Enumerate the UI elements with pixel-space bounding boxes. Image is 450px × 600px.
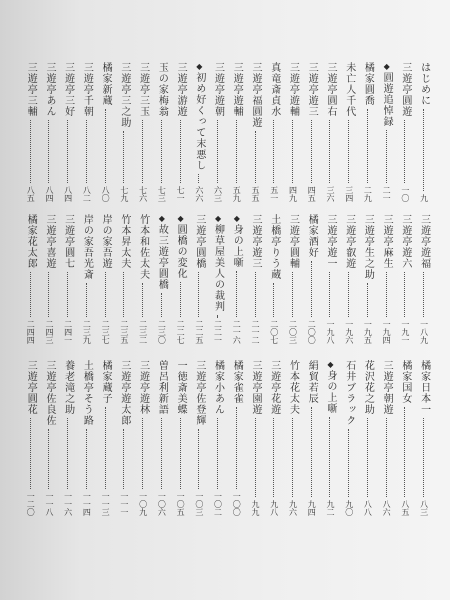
toc-entry-page-number: 二四四 <box>26 320 36 344</box>
toc-leader-dots <box>386 272 387 317</box>
toc-entry-page-number: 一〇九 <box>138 492 148 516</box>
toc-entry-title: ◆ 圓橋の変化 <box>174 214 186 279</box>
toc-entry-page-number: 一一六 <box>63 492 73 516</box>
toc-entry-page-number: 八〇 <box>101 186 111 202</box>
toc-entry-title: 絹貿若辰 <box>306 360 318 404</box>
toc-entry-title: 岸の家吾遊 <box>100 214 112 269</box>
toc-leader-dots <box>30 272 31 317</box>
toc-entry <box>192 58 205 204</box>
toc-entry-title: ◆ 柳草屋美人の裁判 <box>212 214 224 312</box>
toc-leader-dots <box>236 271 237 317</box>
toc-entry-page-number: 一〇二 <box>213 492 223 516</box>
toc-leader-dots <box>48 272 49 317</box>
toc-entry <box>211 356 224 518</box>
toc-entry <box>24 356 37 518</box>
toc-entry <box>43 58 56 204</box>
toc-entry <box>249 356 262 518</box>
toc-entry-page-number: 二三七 <box>101 320 111 344</box>
toc-leader-dots <box>386 418 387 497</box>
toc-leader-dots <box>86 120 87 183</box>
toc-entry <box>342 356 355 518</box>
toc-entry <box>61 210 74 346</box>
toc-entry <box>305 210 318 346</box>
toc-leader-dots <box>142 283 143 317</box>
toc-entry-page-number: 二四一 <box>63 320 73 344</box>
toc-leader-dots <box>105 407 106 489</box>
toc-leader-dots <box>292 272 293 317</box>
toc-entry-title: 三遊亭遊輔 <box>287 62 299 117</box>
toc-leader-dots <box>86 429 87 489</box>
toc-entry-title: 未亡人千代 <box>343 62 355 117</box>
toc-entry-title: 三遊亭朝遊 <box>381 360 393 415</box>
toc-band-middle <box>24 210 430 346</box>
toc-leader-dots <box>367 418 368 497</box>
toc-entry <box>80 58 93 204</box>
toc-leader-dots <box>404 407 405 497</box>
toc-entry-page-number: 三四 <box>344 186 354 202</box>
toc-entry-page-number: 九二 <box>325 500 335 516</box>
toc-entry-title: 三遊亭花遊 <box>268 360 280 415</box>
toc-entry-page-number: 一九六 <box>344 320 354 344</box>
toc-entry-page-number: 一〇〇 <box>232 492 242 516</box>
toc-entry-title: 三遊亭圓右 <box>324 62 336 117</box>
toc-leader-dots <box>67 120 68 183</box>
toc-entry-title: 曽呂利新語 <box>156 360 168 415</box>
toc-entry <box>249 210 262 346</box>
toc-entry-title: 三遊亭三玉 <box>137 62 149 117</box>
toc-entry-title: ◆ 身の上噺 <box>230 214 242 268</box>
toc-entry <box>99 356 112 518</box>
toc-entry-page-number: 一〇 <box>400 186 410 202</box>
toc-entry-title: 三遊亭遊林 <box>137 360 149 415</box>
toc-entry <box>361 58 374 204</box>
toc-leader-dots <box>161 418 162 489</box>
toc-leader-dots <box>273 418 274 497</box>
toc-entry-page-number: 七六 <box>138 186 148 202</box>
toc-leader-dots <box>311 407 312 497</box>
toc-entry-page-number: 二九 <box>363 186 373 202</box>
toc-entry <box>118 58 131 204</box>
toc-entry-page-number: 六六 <box>194 186 204 202</box>
toc-entry <box>324 210 337 346</box>
toc-leader-dots <box>86 283 87 317</box>
toc-entry-page-number: 一一一 <box>119 492 129 516</box>
toc-entry-title: 橘家圓喬 <box>362 62 374 106</box>
toc-entry-page-number: 一九一 <box>400 320 410 344</box>
toc-entry <box>324 58 337 204</box>
toc-entry-page-number: 一一三 <box>101 492 111 516</box>
toc-entry <box>305 356 318 518</box>
toc-entry <box>136 210 149 346</box>
toc-entry-page-number: 一八九 <box>419 320 429 344</box>
toc-leader-dots <box>367 109 368 183</box>
toc-leader-dots <box>123 131 124 183</box>
toc-entry-title: ◆ 身の上噺 <box>324 360 336 414</box>
toc-entry <box>80 210 93 346</box>
toc-leader-dots <box>386 130 387 183</box>
toc-entry-title: 三遊亭游遊 <box>175 62 187 117</box>
toc-entry-page-number: 九四 <box>307 500 317 516</box>
toc-entry-page-number: 一〇三 <box>194 492 204 516</box>
toc-entry <box>380 58 393 204</box>
toc-entry-title: 三遊亭園遊 <box>250 360 262 415</box>
toc-entry-page-number: 八四 <box>44 186 54 202</box>
toc-entry-page-number: 二二七 <box>176 320 186 344</box>
toc-leader-dots <box>30 120 31 183</box>
toc-entry-title: 三遊亭圓七 <box>62 214 74 269</box>
toc-leader-dots <box>180 418 181 489</box>
toc-entry-page-number: 八五 <box>400 500 410 516</box>
toc-leader-dots <box>123 429 124 489</box>
toc-entry-title: 花沢花之助 <box>362 360 374 415</box>
toc-leader-dots <box>217 315 218 317</box>
toc-entry-title: 三遊亭圓遊 <box>399 62 411 117</box>
toc-entry-page-number: 二四三 <box>44 320 54 344</box>
toc-leader-dots <box>423 109 424 191</box>
toc-entry <box>230 58 243 204</box>
toc-entry-title: ◆ 故三遊亭圓橋 <box>155 214 167 290</box>
toc-entry <box>399 356 412 518</box>
toc-entry <box>136 58 149 204</box>
toc-leader-dots <box>198 429 199 489</box>
toc-entry-page-number: 一一八 <box>44 492 54 516</box>
toc-entry <box>211 58 224 204</box>
toc-entry-page-number: 二二一 <box>213 320 223 344</box>
toc-leader-dots <box>404 120 405 183</box>
toc-entry <box>118 210 131 346</box>
toc-entry-page-number: 二三〇 <box>157 320 167 344</box>
toc-band-upper <box>24 58 430 204</box>
toc-entry-title: 三遊亭遊三 <box>306 62 318 117</box>
toc-leader-dots <box>236 407 237 489</box>
toc-entry-title: 三遊亭圓橋 <box>193 214 205 269</box>
toc-leader-dots <box>142 418 143 489</box>
toc-leader-dots <box>198 272 199 317</box>
toc-entry <box>155 210 168 346</box>
toc-entry-title: 三遊亭生之助 <box>362 214 374 280</box>
toc-leader-dots <box>329 272 330 317</box>
toc-entry <box>24 58 37 204</box>
toc-leader-dots <box>423 418 424 497</box>
toc-entry-page-number: 一二〇 <box>26 492 36 516</box>
toc-entry-page-number: 九 <box>419 194 429 202</box>
toc-leader-dots <box>142 120 143 183</box>
toc-entry-page-number: 一〇五 <box>176 492 186 516</box>
toc-entry-title: 三遊亭あん <box>43 62 55 117</box>
toc-leader-dots <box>311 120 312 183</box>
toc-entry-page-number: 一一四 <box>82 492 92 516</box>
toc-entry <box>99 58 112 204</box>
toc-leader-dots <box>255 131 256 183</box>
toc-entry-title: 橘家蔵子 <box>100 360 112 404</box>
toc-leader-dots <box>311 261 312 317</box>
toc-entry <box>118 356 131 518</box>
toc-entry-title: 養老滝之助 <box>62 360 74 415</box>
toc-leader-dots <box>48 429 49 489</box>
toc-entry-title: 竹本花太夫 <box>287 360 299 415</box>
toc-entry-title: はじめに <box>418 62 430 106</box>
toc-entry <box>61 356 74 518</box>
toc-entry <box>61 58 74 204</box>
toc-entry-title: 三遊亭遊六 <box>399 214 411 269</box>
toc-entry-title: 三遊亭喜遊 <box>43 214 55 269</box>
toc-leader-dots <box>67 272 68 317</box>
toc-entry-page-number: 一九四 <box>382 320 392 344</box>
toc-entry-page-number: 九六 <box>288 500 298 516</box>
toc-entry <box>230 210 243 346</box>
toc-band-lower <box>24 356 430 518</box>
toc-entry <box>380 356 393 518</box>
toc-entry <box>399 58 412 204</box>
toc-leader-dots <box>217 418 218 489</box>
toc-entry-title: 三遊亭三好 <box>62 62 74 117</box>
toc-entry-title: 三遊亭福圓遊 <box>250 62 262 128</box>
toc-entry-title: 竹本和佐太夫 <box>137 214 149 280</box>
toc-entry-page-number: 二〇七 <box>269 320 279 344</box>
toc-leader-dots <box>255 272 256 317</box>
toc-entry-page-number: 五九 <box>232 186 242 202</box>
toc-entry <box>155 58 168 204</box>
toc-entry-title: 三遊亭遊一 <box>324 214 336 269</box>
toc-leader-dots <box>273 283 274 317</box>
toc-entry-page-number: 二二五 <box>194 320 204 344</box>
toc-entry-title: 竹本昇太夫 <box>118 214 130 269</box>
toc-leader-dots <box>255 418 256 497</box>
toc-entry-title: 石井ブラック <box>343 360 355 426</box>
toc-leader-dots <box>423 272 424 317</box>
toc-entry <box>230 356 243 518</box>
toc-entry-title: 三遊亭遊朝 <box>212 62 224 117</box>
toc-leader-dots <box>329 120 330 183</box>
toc-entry-title: 橘家花太郎 <box>25 214 37 269</box>
toc-entry <box>211 210 224 346</box>
toc-leader-dots <box>48 120 49 183</box>
toc-entry-page-number: 一九八 <box>325 320 335 344</box>
toc-entry <box>361 210 374 346</box>
toc-entry <box>155 356 168 518</box>
toc-entry-page-number: 三六 <box>325 186 335 202</box>
toc-entry <box>192 356 205 518</box>
toc-entry-title: 三遊亭圓花 <box>25 360 37 415</box>
toc-entry-title: 玉の家梅翁 <box>156 62 168 117</box>
toc-entry-title: 橘家新蔵 <box>100 62 112 106</box>
toc-entry <box>99 210 112 346</box>
toc-leader-dots <box>30 418 31 489</box>
toc-entry-title: 三遊亭麻生 <box>381 214 393 269</box>
toc-leader-dots <box>348 272 349 317</box>
toc-entry-title: ◆ 圓遊追悼録 <box>380 62 392 127</box>
toc-leader-dots <box>348 429 349 497</box>
toc-entry <box>174 356 187 518</box>
toc-entry <box>136 356 149 518</box>
toc-entry <box>174 210 187 346</box>
toc-leader-dots <box>367 283 368 317</box>
toc-entry-title: 橘家小あん <box>212 360 224 415</box>
toc-entry <box>361 356 374 518</box>
toc-leader-dots <box>348 120 349 183</box>
toc-entry-page-number: 九八 <box>269 500 279 516</box>
toc-entry-page-number: 四五 <box>307 186 317 202</box>
toc-entry-title: 三遊亭遊福 <box>418 214 430 269</box>
toc-entry-title: 三遊亭千朝 <box>81 62 93 117</box>
toc-entry-page-number: 八六 <box>382 500 392 516</box>
toc-leader-dots <box>105 109 106 183</box>
toc-entry <box>380 210 393 346</box>
toc-entry <box>267 210 280 346</box>
toc-entry <box>43 210 56 346</box>
toc-entry <box>80 356 93 518</box>
toc-entry-page-number: 八四 <box>63 186 73 202</box>
toc-entry-page-number: 六三 <box>213 186 223 202</box>
toc-entry-title: ◆ 初め好くって末悪し <box>193 62 205 171</box>
toc-entry <box>399 210 412 346</box>
toc-entry-title: 橘家国女 <box>399 360 411 404</box>
toc-entry-title: 三遊亭佐登輝 <box>193 360 205 426</box>
toc-entry <box>324 356 337 518</box>
toc-entry <box>286 210 299 346</box>
toc-entry-title: 三遊亭三之助 <box>118 62 130 128</box>
toc-entry <box>192 210 205 346</box>
toc-leader-dots <box>273 120 274 183</box>
toc-entry <box>174 58 187 204</box>
toc-entry-title: 土橋亭そう路 <box>81 360 93 426</box>
toc-entry-page-number: 一〇六 <box>157 492 167 516</box>
toc-entry-page-number: 五一 <box>269 186 279 202</box>
toc-leader-dots <box>180 120 181 183</box>
toc-leader-dots <box>105 272 106 317</box>
toc-entry-page-number: 四九 <box>288 186 298 202</box>
toc-leader-dots <box>217 120 218 183</box>
toc-entry-page-number: 一九五 <box>363 320 373 344</box>
toc-entry <box>417 356 430 518</box>
toc-entry-title: 真竜斎貞水 <box>268 62 280 117</box>
toc-entry-page-number: 八八 <box>363 500 373 516</box>
toc-entry <box>417 210 430 346</box>
toc-entry-page-number: 二三九 <box>82 320 92 344</box>
toc-entry-title: 三遊亭遊太郎 <box>118 360 130 426</box>
toc-leader-dots <box>198 174 199 183</box>
toc-entry <box>305 58 318 204</box>
toc-entry-page-number: 二一 <box>382 186 392 202</box>
toc-entry-title: 橘家酒好 <box>306 214 318 258</box>
toc-leader-dots <box>292 120 293 183</box>
toc-entry-page-number: 九九 <box>251 500 261 516</box>
toc-entry-title: 三遊亭佐良佐 <box>43 360 55 426</box>
toc-entry <box>286 58 299 204</box>
toc-entry-page-number: 二〇三 <box>288 320 298 344</box>
toc-entry-title: 岸の家吾光斎 <box>81 214 93 280</box>
toc-entry <box>267 58 280 204</box>
toc-entry <box>342 58 355 204</box>
toc-entry-title: 三遊亭叡遊 <box>343 214 355 269</box>
toc-leader-dots <box>292 418 293 497</box>
toc-entry-title: 三遊亭遊輔 <box>231 62 243 117</box>
toc-entry-page-number: 八三 <box>419 500 429 516</box>
toc-entry-page-number: 二〇〇 <box>307 320 317 344</box>
toc-entry <box>417 58 430 204</box>
toc-entry-page-number: 八五 <box>26 186 36 202</box>
toc-entry-page-number: 五五 <box>251 186 261 202</box>
toc-entry <box>43 356 56 518</box>
toc-entry <box>267 356 280 518</box>
toc-leader-dots <box>180 282 181 317</box>
toc-leader-dots <box>161 293 162 317</box>
toc-entry-page-number: 八二 <box>82 186 92 202</box>
toc-leader-dots <box>404 272 405 317</box>
toc-entry-title: 三遊亭三輔 <box>25 62 37 117</box>
toc-leader-dots <box>123 272 124 317</box>
toc-entry <box>286 356 299 518</box>
toc-entry-page-number: 七九 <box>119 186 129 202</box>
toc-entry-title: 土橋亭りう蔵 <box>268 214 280 280</box>
toc-entry-page-number: 九〇 <box>344 500 354 516</box>
toc-entry-page-number: 七一 <box>176 186 186 202</box>
toc-entry-page-number: 二三五 <box>119 320 129 344</box>
toc-entry <box>249 58 262 204</box>
toc-entry <box>24 210 37 346</box>
toc-leader-dots <box>236 120 237 183</box>
toc-entry-page-number: 二一二 <box>251 320 261 344</box>
toc-entry-title: 三遊亭圓輔 <box>287 214 299 269</box>
toc-entry <box>342 210 355 346</box>
toc-entry-page-number: 七三 <box>157 186 167 202</box>
toc-leader-dots <box>67 418 68 489</box>
toc-leader-dots <box>161 120 162 183</box>
toc-entry-title: 橘家日本一 <box>418 360 430 415</box>
toc-entry-title: 橘家雀雀 <box>231 360 243 404</box>
toc-leader-dots <box>329 417 330 497</box>
toc-entry-title: 一徳斎美蝶 <box>175 360 187 415</box>
toc-entry-page-number: 二一六 <box>232 320 242 344</box>
toc-entry-page-number: 二三二 <box>138 320 148 344</box>
toc-entry-title: 三遊亭遊三 <box>250 214 262 269</box>
